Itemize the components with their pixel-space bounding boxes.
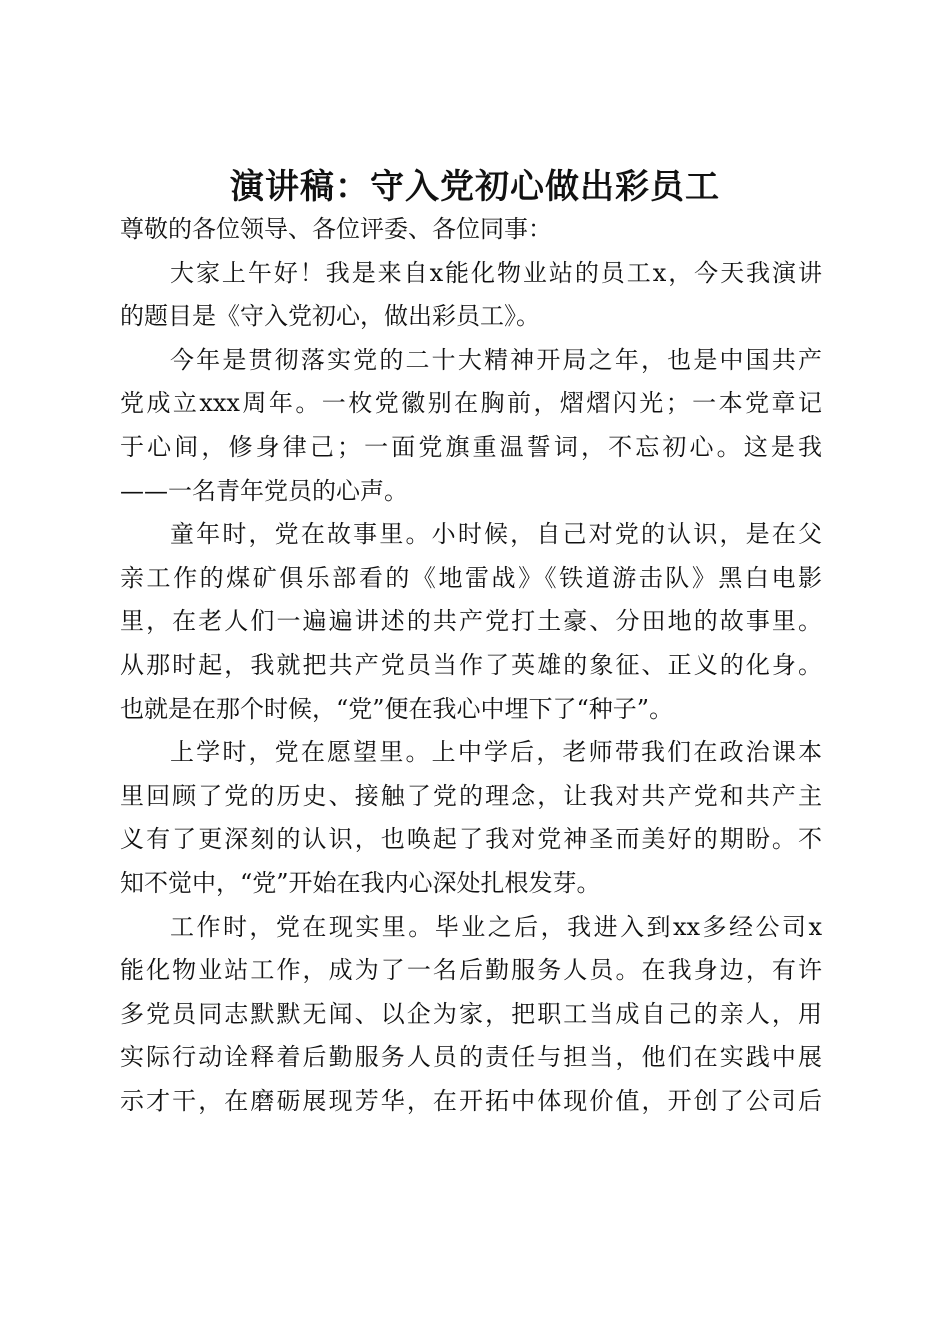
text-line: 能化物业站工作，成为了一名后勤服务人员。在我身边，有许 [120, 956, 822, 985]
paragraph [120, 339, 822, 513]
text-line: 大家上午好！我是来自x能化物业站的员工x，今天我演讲 [170, 258, 822, 287]
text-line: 也就是在那个时候，“党”便在我心中埋下了“种子”。 [120, 694, 674, 723]
document-title: 演讲稿：守入党初心做出彩员工 [230, 166, 720, 207]
text-line: 义有了更深刻的认识，也唤起了我对党神圣而美好的期盼。不 [120, 825, 822, 854]
text-line: 多党员同志默默无闻、以企为家，把职工当成自己的亲人，用 [120, 999, 822, 1028]
text-line: 工作时，党在现实里。毕业之后，我进入到xx多经公司x [170, 912, 822, 941]
text-line: 从那时起，我就把共产党员当作了英雄的象征、正义的化身。 [120, 650, 822, 679]
text-line: 里回顾了党的历史、接触了党的理念，让我对共产党和共产主 [120, 781, 822, 810]
text-line: 党成立xxx周年。一枚党徽别在胸前，熠熠闪光；一本党章记 [120, 389, 822, 418]
text-line: 的题目是《守入党初心，做出彩员工》。 [120, 302, 540, 331]
text-line: 示才干，在磨砺展现芳华，在开拓中体现价值，开创了公司后 [120, 1086, 822, 1115]
text-line: 里，在老人们一遍遍讲述的共产党打土豪、分田地的故事里。 [120, 607, 822, 636]
text-line: 上学时，党在愿望里。上中学后，老师带我们在政治课本 [170, 738, 822, 767]
text-line: 今年是贯彻落实党的二十大精神开局之年，也是中国共产 [170, 345, 822, 374]
text-line: 尊敬的各位领导、各位评委、各位同事： [120, 215, 552, 243]
text-line: 知不觉中，“党”开始在我内心深处扎根发芽。 [120, 868, 601, 897]
text-line: 实际行动诠释着后勤服务人员的责任与担当，他们在实践中展 [120, 1043, 822, 1072]
text-line: 童年时，党在故事里。小时候，自己对党的认识，是在父 [170, 520, 822, 549]
text-line: 亲工作的煤矿俱乐部看的《地雷战》《铁道游击队》黑白电影 [120, 563, 822, 592]
paragraph [120, 252, 822, 339]
text-line: 于心间，修身律己；一面党旗重温誓词，不忘初心。这是我 [120, 432, 822, 461]
document-body [120, 208, 822, 1123]
text-line: ——一名青年党员的心声。 [120, 476, 408, 505]
paragraph [120, 906, 822, 1124]
paragraph [120, 731, 822, 905]
salutation [120, 208, 822, 252]
paragraph [120, 513, 822, 731]
